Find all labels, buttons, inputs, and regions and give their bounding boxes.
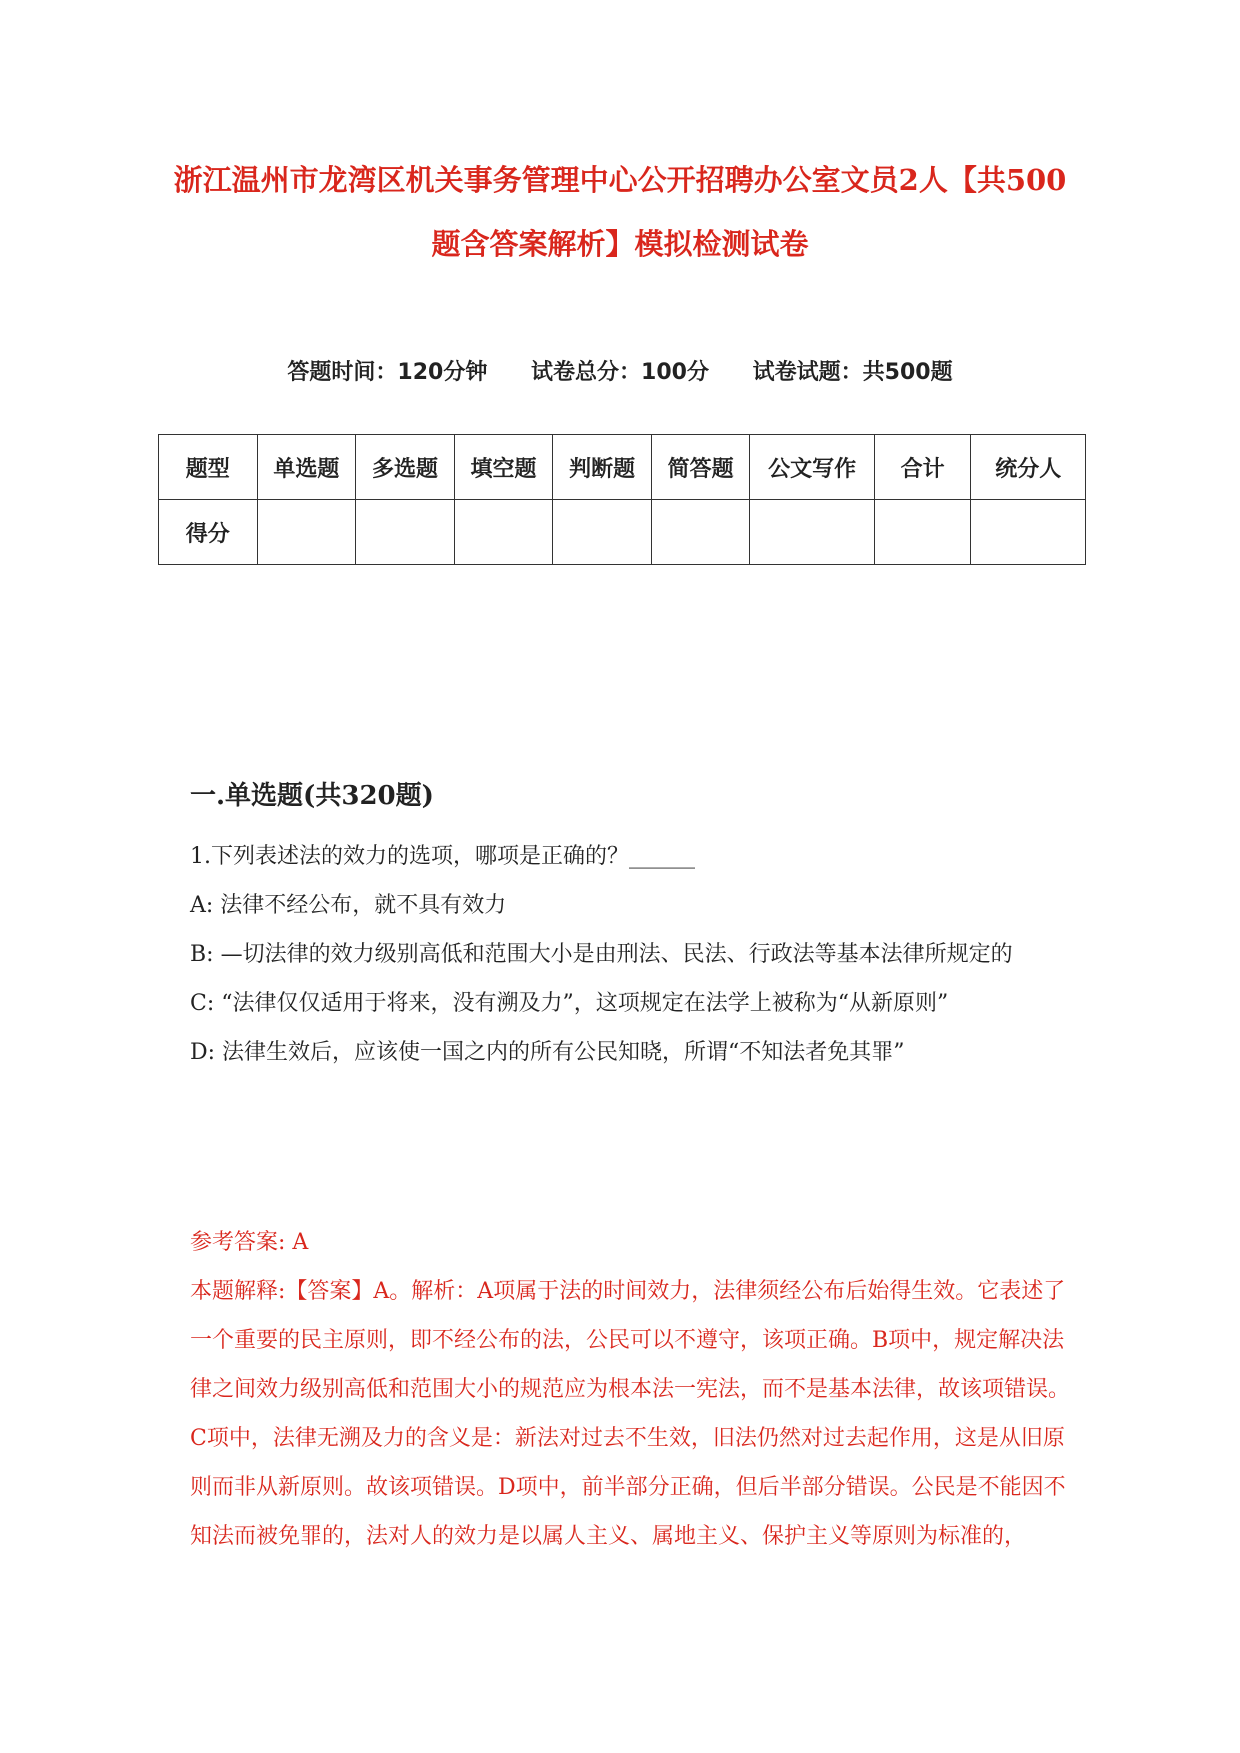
option-d: D: 法律生效后，应该使一国之内的所有公民知晓，所谓“不知法者免其罪” xyxy=(190,1040,905,1065)
answer-explanation: 本题解释:【答案】A。解析：A项属于法的时间效力，法律须经公布后始得生效。它表述了一个重要的民主原则，即不经公布的法，公民可以不遵守，该项正确。B项中，规定解决法律之间效力级别高低和范围大小的规范应为根本法一宪法，而不是基本法律，故该项错误。C项中，法律无溯及力的含义是：新法对过去不生效，旧法仍然对过去起作用，这是从旧原则而非从新原则。故该项错误。D项中，前半部分正确，但后半部分错误。公民是不能因不知法而被免罪的，法对人的效力是以属人主义、属地主义、保护主义等原则为标准的， xyxy=(190,1279,1071,1549)
question-stem: 1.下列表述法的效力的选项，哪项是正确的？______ xyxy=(190,844,695,869)
option-c: C: “法律仅仅适用于将来，没有溯及力”，这项规定在法学上被称为“从新原则” xyxy=(190,991,949,1016)
score-table xyxy=(158,434,1086,565)
score-cell xyxy=(651,500,750,565)
header-scorer: 统分人 xyxy=(971,435,1086,500)
score-cell xyxy=(356,500,455,565)
header-single-choice: 单选题 xyxy=(257,435,356,500)
document-title: 浙江温州市龙湾区机关事务管理中心公开招聘办公室文员2人【共500题含答案解析】模拟检测试卷 xyxy=(173,163,1067,261)
exam-question-count: 试卷试题：共500题 xyxy=(752,360,953,385)
header-multiple-choice: 多选题 xyxy=(356,435,455,500)
header-short-answer: 简答题 xyxy=(651,435,750,500)
question-block xyxy=(190,832,1070,1077)
score-table-score-row xyxy=(159,500,1086,565)
header-fill-blank: 填空题 xyxy=(454,435,553,500)
score-cell xyxy=(553,500,652,565)
score-cell xyxy=(750,500,874,565)
header-total: 合计 xyxy=(874,435,971,500)
exam-total-score: 试卷总分：100分 xyxy=(531,360,709,385)
option-b: B: —切法律的效力级别高低和范围大小是由刑法、民法、行政法等基本法律所规定的 xyxy=(190,942,1013,967)
reference-answer: 参考答案: A xyxy=(190,1230,309,1255)
row-label-score: 得分 xyxy=(159,500,258,565)
score-cell xyxy=(874,500,971,565)
header-document-writing: 公文写作 xyxy=(750,435,874,500)
answer-block xyxy=(190,1218,1070,1561)
exam-time: 答题时间：120分钟 xyxy=(287,360,488,385)
score-cell xyxy=(971,500,1086,565)
section-title: 一.单选题(共320题) xyxy=(190,781,434,811)
option-a: A: 法律不经公布，就不具有效力 xyxy=(190,893,507,918)
score-cell xyxy=(454,500,553,565)
score-table-header-row xyxy=(159,435,1086,500)
score-cell xyxy=(257,500,356,565)
header-true-false: 判断题 xyxy=(553,435,652,500)
exam-meta xyxy=(160,355,1080,386)
header-question-type: 题型 xyxy=(159,435,258,500)
